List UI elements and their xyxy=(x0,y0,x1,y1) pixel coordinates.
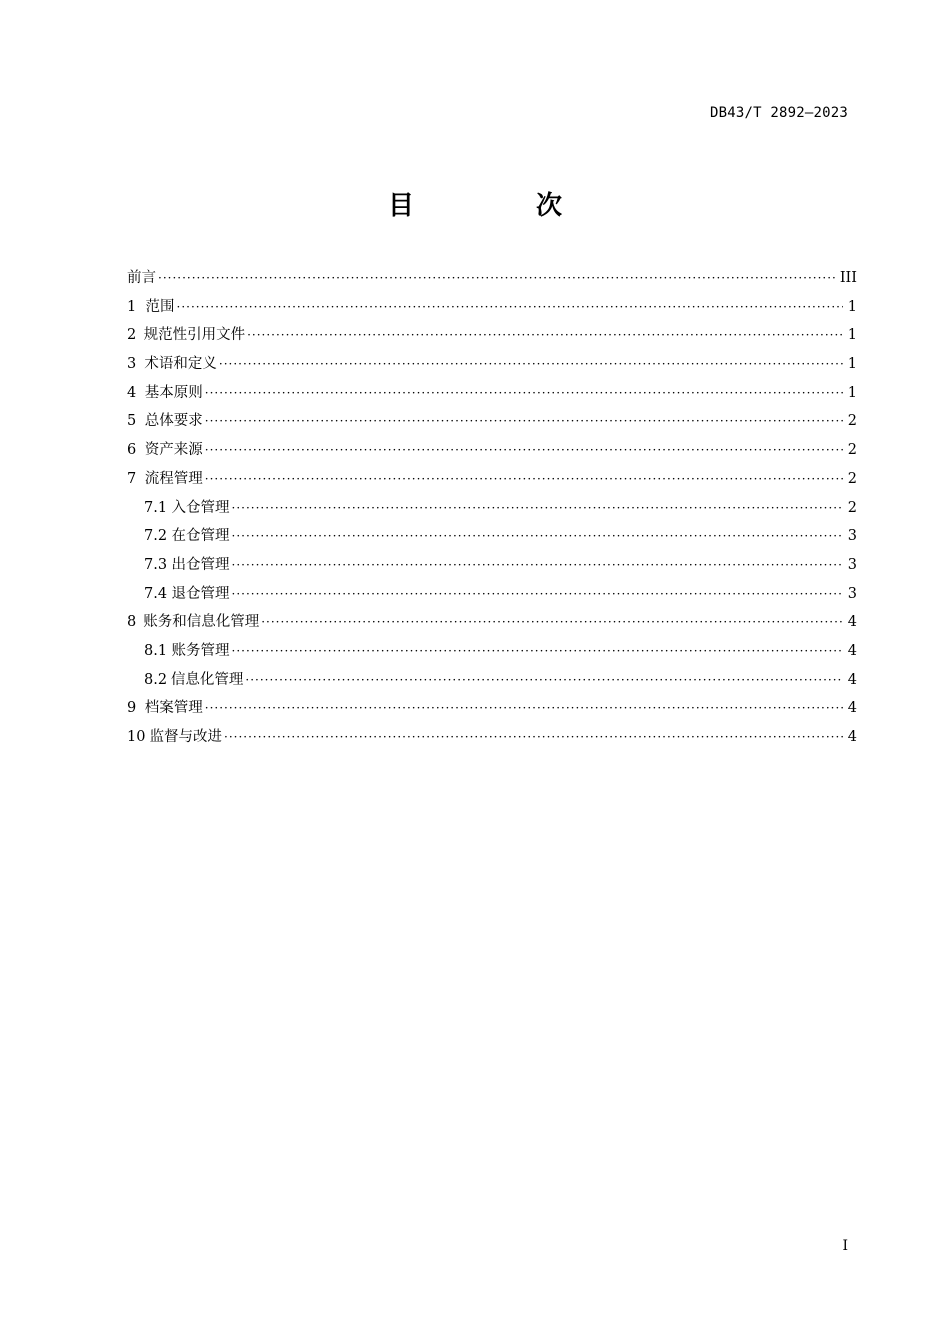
toc-entry[interactable] xyxy=(127,725,857,754)
toc-leader-dots xyxy=(232,501,844,515)
toc-entry-number: 2 xyxy=(127,327,137,344)
toc-leader-dots xyxy=(245,673,843,687)
toc-entry-label: 总体要求 xyxy=(144,413,203,430)
toc-entry-number: 7.1 xyxy=(144,499,168,516)
toc-entry-label: 前言 xyxy=(127,270,156,286)
toc-entry[interactable] xyxy=(127,496,857,525)
toc-entry-label: 账务管理 xyxy=(171,642,230,659)
toc-leader-dots xyxy=(158,271,838,285)
toc-entry-page: 1 xyxy=(847,298,857,315)
toc-entry-page: 2 xyxy=(847,499,857,516)
toc-entry-label: 范围 xyxy=(145,298,175,315)
toc-entry[interactable] xyxy=(127,409,857,438)
toc-leader-dots xyxy=(205,701,843,715)
toc-entry-label: 术语和定义 xyxy=(144,356,217,373)
toc-entry-page: 1 xyxy=(847,356,857,373)
toc-entry[interactable] xyxy=(127,295,857,324)
toc-entry-number: 8.1 xyxy=(144,642,168,659)
toc-entry-number: 5 xyxy=(127,413,137,430)
toc-entry[interactable] xyxy=(127,438,857,467)
toc-entry[interactable] xyxy=(127,467,857,496)
toc-entry[interactable] xyxy=(127,696,857,725)
toc-entry[interactable] xyxy=(127,582,857,611)
toc-entry-page: 2 xyxy=(847,470,857,487)
toc-leader-dots xyxy=(177,300,843,314)
toc-entry[interactable] xyxy=(127,668,857,697)
toc-entry-page: 1 xyxy=(847,327,857,344)
toc-entry[interactable] xyxy=(127,639,857,668)
toc-entry-number: 4 xyxy=(127,384,137,401)
toc-entry-number: 7.3 xyxy=(144,556,168,573)
toc-entry-page: 3 xyxy=(847,585,857,602)
toc-entry-page: 4 xyxy=(847,671,857,688)
toc-leader-dots xyxy=(232,558,844,572)
toc-leader-dots xyxy=(219,357,843,371)
toc-leader-dots xyxy=(205,472,843,486)
toc-entry-label: 档案管理 xyxy=(144,700,203,717)
toc-leader-dots xyxy=(232,587,844,601)
toc-entry[interactable] xyxy=(127,524,857,553)
toc-entry-label: 规范性引用文件 xyxy=(143,327,246,344)
toc-entry[interactable] xyxy=(127,553,857,582)
toc-entry[interactable] xyxy=(127,381,857,410)
toc-entry-page: 4 xyxy=(847,700,857,717)
toc-entry-label: 资产来源 xyxy=(144,442,203,459)
toc-entry[interactable] xyxy=(127,352,857,381)
toc-entry-label: 信息化管理 xyxy=(170,671,244,688)
page-number: I xyxy=(842,1238,848,1254)
table-of-contents xyxy=(127,266,857,754)
toc-title: 目 次 xyxy=(387,191,610,221)
toc-entry-number: 7.4 xyxy=(144,585,168,602)
toc-entry-label: 出仓管理 xyxy=(171,556,230,573)
document-code: DB43/T 2892—2023 xyxy=(709,105,848,121)
toc-entry-page: III xyxy=(839,270,857,286)
toc-entry-page: 4 xyxy=(847,729,857,745)
toc-leader-dots xyxy=(232,529,844,543)
toc-entry-page: 3 xyxy=(847,528,857,545)
toc-entry-label: 入仓管理 xyxy=(171,499,230,516)
toc-entry-page: 2 xyxy=(847,442,857,459)
toc-leader-dots xyxy=(205,443,843,457)
toc-leader-dots xyxy=(224,730,843,744)
toc-entry-number: 1 xyxy=(127,298,137,315)
toc-entry-label: 账务和信息化管理 xyxy=(143,614,260,631)
toc-leader-dots xyxy=(261,615,843,629)
toc-entry[interactable] xyxy=(127,610,857,639)
toc-entry-number: 6 xyxy=(127,442,137,459)
toc-leader-dots xyxy=(205,414,843,428)
toc-entry-label: 基本原则 xyxy=(144,384,203,401)
toc-entry-label: 退仓管理 xyxy=(171,585,230,602)
toc-entry-number: 7 xyxy=(127,470,137,487)
toc-entry[interactable] xyxy=(127,266,857,295)
toc-entry-number: 8 xyxy=(127,614,137,631)
toc-entry-number: 9 xyxy=(127,700,137,717)
toc-entry-page: 4 xyxy=(847,642,857,659)
toc-entry-page: 1 xyxy=(847,384,857,401)
toc-entry-number: 7.2 xyxy=(144,528,168,545)
toc-entry-label: 监督与改进 xyxy=(149,729,223,745)
toc-leader-dots xyxy=(247,328,843,342)
toc-leader-dots xyxy=(205,386,843,400)
toc-leader-dots xyxy=(232,644,844,658)
toc-entry-number: 10 xyxy=(127,729,146,745)
toc-entry-number: 8.2 xyxy=(144,671,168,688)
toc-entry-page: 2 xyxy=(847,413,857,430)
toc-entry-label: 在仓管理 xyxy=(171,528,230,545)
toc-entry-page: 3 xyxy=(847,556,857,573)
toc-entry[interactable] xyxy=(127,323,857,352)
toc-entry-label: 流程管理 xyxy=(144,470,203,487)
toc-entry-page: 4 xyxy=(847,614,857,631)
toc-entry-number: 3 xyxy=(127,356,137,373)
